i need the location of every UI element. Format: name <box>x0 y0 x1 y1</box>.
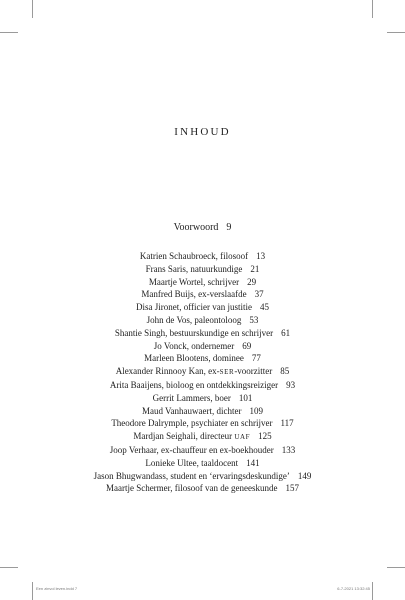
toc-entry-page: 141 <box>246 457 260 468</box>
toc-entry-page: 101 <box>238 392 253 403</box>
footer-timestamp: 6-7-2021 13:32:45 <box>337 586 370 591</box>
toc-entry <box>0 457 405 470</box>
page-title: INHOUD <box>174 126 231 138</box>
toc-entry-page: 77 <box>251 353 261 364</box>
crop-mark-bottom-right <box>372 582 373 600</box>
toc-entry-label: Maartje Wortel, schrijver <box>148 276 240 287</box>
toc-entry-label: Marleen Blootens, dominee <box>144 353 244 364</box>
toc-entry <box>0 301 405 314</box>
toc-entry-label: Theodore Dalrymple, psychiater en schrijver <box>111 418 273 429</box>
crop-mark-bottom-left-h <box>0 567 18 568</box>
toc-entry-page: 53 <box>249 314 259 325</box>
toc-entry-label: Disa Jironet, officier van justitie <box>135 302 253 313</box>
toc-entry <box>0 470 405 483</box>
toc-entry-page: 149 <box>297 470 312 481</box>
toc-entry <box>0 405 405 418</box>
toc-entry <box>0 288 405 301</box>
table-of-contents <box>0 250 405 495</box>
crop-mark-top-right <box>372 0 373 18</box>
toc-foreword-page: 9 <box>226 222 232 233</box>
crop-mark-bottom-right-h <box>387 567 405 568</box>
crop-mark-bottom-left <box>32 582 33 600</box>
toc-entry-page: 29 <box>247 276 257 287</box>
toc-entry-label: Frans Saris, natuurkundige <box>145 263 243 274</box>
toc-entry-label: Manfred Buijs, ex-verslaafde <box>141 289 247 300</box>
toc-entry-label: Lonieke Ultee, taaldocent <box>145 457 239 468</box>
toc-entry-label-smallcaps: UAF <box>234 433 251 442</box>
toc-foreword-label: Voorwoord <box>173 222 219 233</box>
toc-entry-label-b: -voorzitter <box>234 366 273 377</box>
toc-entry <box>0 417 405 430</box>
toc-entry-label: Gerrit Lammers, boer <box>152 392 231 403</box>
crop-mark-top-left <box>32 0 33 18</box>
toc-entry-page: 61 <box>281 327 291 338</box>
toc-entry-page: 93 <box>286 379 296 390</box>
toc-entry-label: Jason Bhugwandass, student en ‘ervaringsdeskundige’ <box>93 470 290 481</box>
toc-entry <box>0 430 405 444</box>
crop-mark-top-right-h <box>387 32 405 33</box>
toc-entry-page: 13 <box>256 251 266 261</box>
toc-entry-label: Joop Verhaar, ex-chauffeur en ex-boekhouder <box>109 444 274 455</box>
toc-entry <box>0 482 405 495</box>
toc-entry-label: Shantie Singh, bestuurskundige en schrijver <box>114 327 274 338</box>
footer-file-name: Een zinvol leven.indd 7 <box>36 586 78 591</box>
toc-entry-page: 45 <box>260 302 270 313</box>
toc-entry-label: Katrien Schaubroeck, filosoof <box>139 251 249 261</box>
toc-entry-page: 69 <box>242 340 252 351</box>
toc-entry-label: Maud Vanhauwaert, dichter <box>141 405 242 416</box>
toc-entry <box>0 327 405 340</box>
toc-entry <box>0 365 405 379</box>
toc-entry-page: 157 <box>285 483 300 494</box>
toc-entry-label-a: Alexander Rinnooy Kan, ex- <box>115 366 220 377</box>
toc-entry-label: Maartje Schermer, filosoof van de geneeskunde <box>105 483 278 494</box>
toc-entry-label: Jo Vonck, ondernemer <box>153 340 235 351</box>
crop-mark-top-left-h <box>0 32 18 33</box>
toc-entry <box>0 444 405 457</box>
toc-entry-page: 133 <box>281 444 296 455</box>
toc-foreword <box>0 222 405 233</box>
toc-entry <box>0 352 405 365</box>
toc-entry-label: John de Vos, paleontoloog <box>146 314 242 325</box>
toc-entry-page: 117 <box>280 418 294 429</box>
toc-entry-page: 85 <box>280 366 290 377</box>
toc-entry <box>0 276 405 289</box>
toc-entry-page: 109 <box>249 405 264 416</box>
toc-entry-page: 37 <box>254 289 264 300</box>
toc-entry-label: Arita Baaijens, bioloog en ontdekkingsreiziger <box>109 379 279 390</box>
toc-entry-label-a: Mardjan Seighali, directeur <box>133 431 235 442</box>
toc-entry-page: 21 <box>250 263 260 274</box>
toc-entry-page: 125 <box>258 431 272 442</box>
toc-entry <box>0 340 405 353</box>
toc-entry <box>0 250 405 263</box>
toc-entry <box>0 379 405 392</box>
toc-entry <box>0 263 405 276</box>
toc-entry <box>0 314 405 327</box>
toc-entry <box>0 392 405 405</box>
toc-entry-label-smallcaps: SER <box>219 368 235 377</box>
